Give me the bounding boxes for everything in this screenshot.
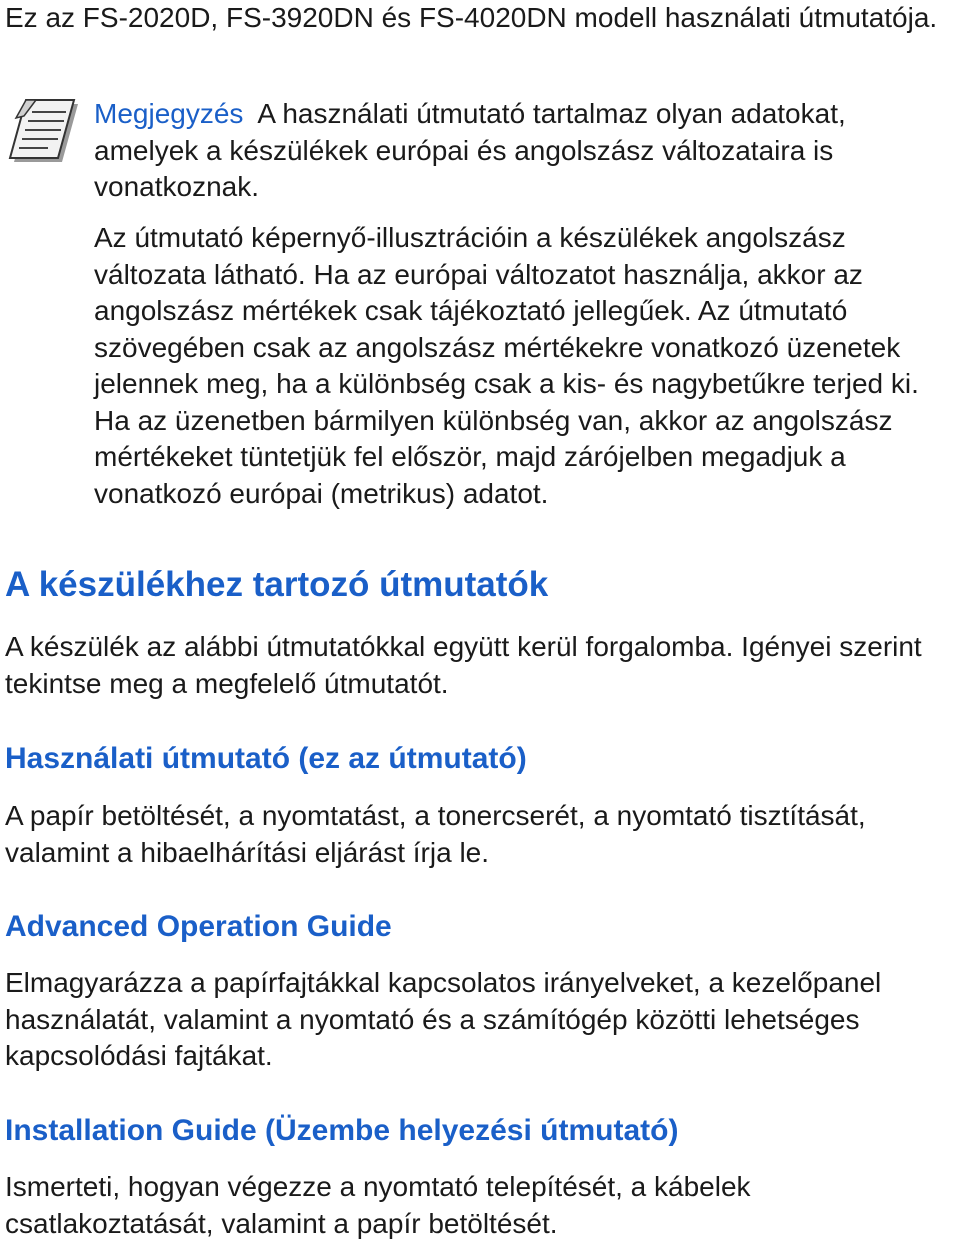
section-heading: A készülékhez tartozó útmutatók xyxy=(5,565,549,604)
note-paragraph-2: Az útmutató képernyő-illusztrációin a készülékek angolszász változata látható. Ha az európai változatot használja, akkor az angolszász mértékek csak tájékoztató jellegűek. Az útmutató szövegében csak az angolszász mértékekre vonatkozó üzenetek jelennek meg, ha a különbség csak a kis- és nagybetűkre terjed ki. Ha az üzenetben bármilyen különbség van, akkor az angolszász mértékeket tüntetjük fel először, majd zárójelben megadjuk a vonatkozó európai (metrikus) adatot. xyxy=(94,222,919,509)
section-paragraph: A készülék az alábbi útmutatókkal együtt kerül forgalomba. Igényei szerint tekintse meg a megfelelő útmutatót. xyxy=(5,631,922,699)
guide-description-advanced-operation: Elmagyarázza a papírfajtákkal kapcsolatos irányelveket, a kezelőpanel használatát, valamint a nyomtató és a számítógép közötti lehetséges kapcsolódási fajtákat. xyxy=(5,967,882,1071)
guide-description-user-guide: A papír betöltését, a nyomtatást, a tonercserét, a nyomtató tisztítását, valamint a hibaelhárítási eljárást írja le. xyxy=(5,800,866,868)
note-label: Megjegyzés xyxy=(94,98,244,129)
intro-paragraph: Ez az FS-2020D, FS-3920DN és FS-4020DN modell használati útmutatója. xyxy=(5,2,938,33)
guide-heading-user-guide: Használati útmutató (ez az útmutató) xyxy=(5,742,527,775)
guide-heading-installation: Installation Guide (Üzembe helyezési útmutató) xyxy=(5,1114,679,1147)
note-paragraph xyxy=(94,96,956,206)
note-paper-icon xyxy=(4,96,84,166)
guide-heading-advanced-operation: Advanced Operation Guide xyxy=(5,910,392,943)
note-text: A használati útmutató tartalmaz olyan adatokat, amelyek a készülékek európai és angolszász változataira is vonatkoznak. xyxy=(94,98,846,202)
guide-description-installation: Ismerteti, hogyan végezze a nyomtató telepítését, a kábelek csatlakoztatását, valamint a papír betöltését. xyxy=(5,1171,751,1239)
